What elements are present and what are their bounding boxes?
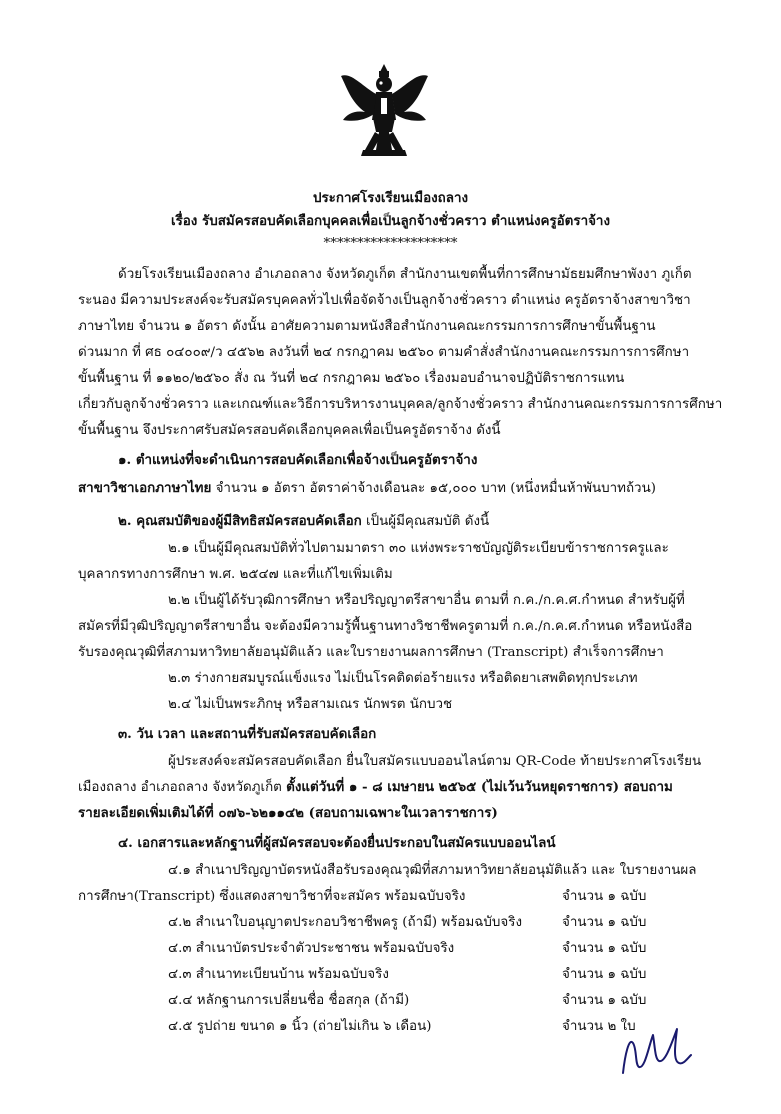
document-item: ๔.๔ หลักฐานการเปลี่ยนชื่อ ชื่อสกุล (ถ้ามี) <box>168 993 410 1008</box>
section-2-line: ๒.๑ เป็นผู้มีคุณสมบัติทั่วไปตามมาตรา ๓๐ แห่งพระราชบัญญัติระเบียบข้าราชการครูและ <box>168 541 669 556</box>
intro-line: ระนอง มีความประสงค์จะรับสมัครบุคคลทั่วไปเพื่อจัดจ้างเป็นลูกจ้างชั่วคราว ตำแหน่ง ครูอัตราจ้างสาขาวิชา <box>78 293 691 308</box>
section-1-line <box>78 477 656 498</box>
section-2-line: ๒.๓ ร่างกายสมบูรณ์แข็งแรง ไม่เป็นโรคติดต่อร้ายแรง หรือติดยาเสพติดทุกประเภท <box>168 671 638 686</box>
announcement-title: ประกาศโรงเรียนเมืองถลาง <box>312 190 469 206</box>
document-item: ๔.๒ สำเนาใบอนุญาตประกอบวิชาชีพครู (ถ้ามี) พร้อมฉบับจริง <box>168 915 523 930</box>
intro-line: ด้วยโรงเรียนเมืองถลาง อำเภอถลาง จังหวัดภูเก็ต สำนักงานเขตพื้นที่การศึกษามัธยมศึกษาพังงา ภูเก็ต <box>118 267 692 282</box>
intro-line: ขั้นพื้นฐาน จึงประกาศรับสมัครสอบคัดเลือกบุคคลเพื่อเป็นครูอัตราจ้าง ดังนี้ <box>78 423 501 438</box>
section-3-heading: ๓. วัน เวลา และสถานที่รับสมัครสอบคัดเลือก <box>118 726 377 742</box>
document-item-quantity: จำนวน ๑ ฉบับ <box>562 889 647 904</box>
section-2-line: ๒.๔ ไม่เป็นพระภิกษุ หรือสามเณร นักพรต นักบวช <box>168 697 453 712</box>
document-item: ๔.๓ สำเนาทะเบียนบ้าน พร้อมฉบับจริง <box>168 967 389 982</box>
section-2-line: ๒.๒ เป็นผู้ได้รับวุฒิการศึกษา หรือปริญญาตรีสาขาอื่น ตามที่ ก.ค./ก.ค.ศ.กำหนด สำหรับผู้ที่ <box>168 593 685 608</box>
intro-line: ภาษาไทย จำนวน ๑ อัตรา ดังนั้น อาศัยความตามหนังสือสำนักงานคณะกรรมการการศึกษาขั้นพื้นฐาน <box>78 319 656 334</box>
section-1-heading: ๑. ตำแหน่งที่จะดำเนินการสอบคัดเลือกเพื่อจ้างเป็นครูอัตราจ้าง <box>118 452 478 468</box>
signature-icon <box>615 1015 695 1085</box>
document-item-quantity: จำนวน ๑ ฉบับ <box>562 941 647 956</box>
section-2-line: บุคลากรทางการศึกษา พ.ศ. ๒๕๔๗ และที่แก้ไขเพิ่มเติม <box>78 567 393 582</box>
section-4-heading: ๔. เอกสารและหลักฐานที่ผู้สมัครสอบจะต้องยื่นประกอบในสมัครแบบออนไลน์ <box>118 835 556 851</box>
intro-line: ด่วนมาก ที่ ศธ ๐๔๐๐๙/ว ๔๕๖๒ ลงวันที่ ๒๔ กรกฎาคม ๒๕๖๐ ตามคำสั่งสำนักงานคณะกรรมการการศึกษา <box>78 345 690 360</box>
document-item: ๔.๓ สำเนาบัตรประจำตัวประชาชน พร้อมฉบับจริง <box>168 941 455 956</box>
section-3-contact: รายละเอียดเพิ่มเติมได้ที่ ๐๗๖-๖๒๑๑๔๒ (สอบถามเฉพาะในเวลาราชการ) <box>78 805 498 821</box>
document-item-quantity: จำนวน ๑ ฉบับ <box>562 915 647 930</box>
section-1-detail: จำนวน ๑ อัตรา อัตราค่าจ้างเดือนละ ๑๕,๐๐๐ บาท (หนึ่งหมื่นห้าพันบาทถ้วน) <box>211 481 656 496</box>
document-item: การศึกษา(Transcript) ซึ่งแสดงสาขาวิชาที่จะสมัคร พร้อมฉบับจริง <box>78 889 466 904</box>
section-3-line <box>78 776 673 797</box>
section-4-line: ๔.๑ สำเนาปริญญาบัตรหนังสือรับรองคุณวุฒิที่สภามหาวิทยาลัยอนุมัติแล้ว และ ใบรายงานผล <box>168 863 697 878</box>
star-divider: ******************** <box>323 236 458 251</box>
section-2-heading-line <box>118 510 489 531</box>
section-3-location: เมืองถลาง อำเภอถลาง จังหวัดภูเก็ต <box>78 780 287 795</box>
document-item: ๔.๕ รูปถ่าย ขนาด ๑ นิ้ว (ถ่ายไม่เกิน ๖ เดือน) <box>168 1019 432 1034</box>
announcement-subject: เรื่อง รับสมัครสอบคัดเลือกบุคคลเพื่อเป็นลูกจ้างชั่วคราว ตำแหน่งครูอัตราจ้าง <box>171 213 610 229</box>
garuda-emblem-icon <box>337 58 432 166</box>
section-2-line: รับรองคุณวุฒิที่สภามหาวิทยาลัยอนุมัติแล้ว และใบรายงานผลการศึกษา (Transcript) สำเร็จการศึกษา <box>78 645 664 660</box>
section-2-heading: ๒. คุณสมบัติของผู้มีสิทธิสมัครสอบคัดเลือก <box>118 513 362 529</box>
intro-line: เกี่ยวกับลูกจ้างชั่วคราว และเกณฑ์และวิธีการบริหารงานบุคคล/ลูกจ้างชั่วคราว สำนักงานคณะกรรมการการศึกษา <box>78 397 723 412</box>
document-item-quantity: จำนวน ๒ ใบ <box>562 1019 636 1034</box>
section-2-heading-rest: เป็นผู้มีคุณสมบัติ ดังนี้ <box>361 514 490 529</box>
section-3-dates: ตั้งแต่วันที่ ๑ - ๘ เมษายน ๒๕๖๕ (ไม่เว้นวันหยุดราชการ) สอบถาม <box>286 779 673 795</box>
intro-line: ขั้นพื้นฐาน ที่ ๑๑๒๐/๒๕๖๐ สั่ง ณ วันที่ ๒๔ กรกฎาคม ๒๕๖๐ เรื่องมอบอำนาจปฏิบัติราชการแทน <box>78 371 625 386</box>
section-2-line: สมัครที่มีวุฒิปริญญาตรีสาขาอื่น จะต้องมีความรู้พื้นฐานทางวิชาชีพครูตามที่ ก.ค./ก.ค.ศ.กำหนด หรือหนังสือ <box>78 619 693 634</box>
section-3-line: ผู้ประสงค์จะสมัครสอบคัดเลือก ยื่นใบสมัครแบบออนไลน์ตาม QR-Code ท้ายประกาศโรงเรียน <box>168 754 702 769</box>
document-item-quantity: จำนวน ๑ ฉบับ <box>562 967 647 982</box>
document-item-quantity: จำนวน ๑ ฉบับ <box>562 993 647 1008</box>
section-1-subject: สาขาวิชาเอกภาษาไทย <box>78 480 212 496</box>
